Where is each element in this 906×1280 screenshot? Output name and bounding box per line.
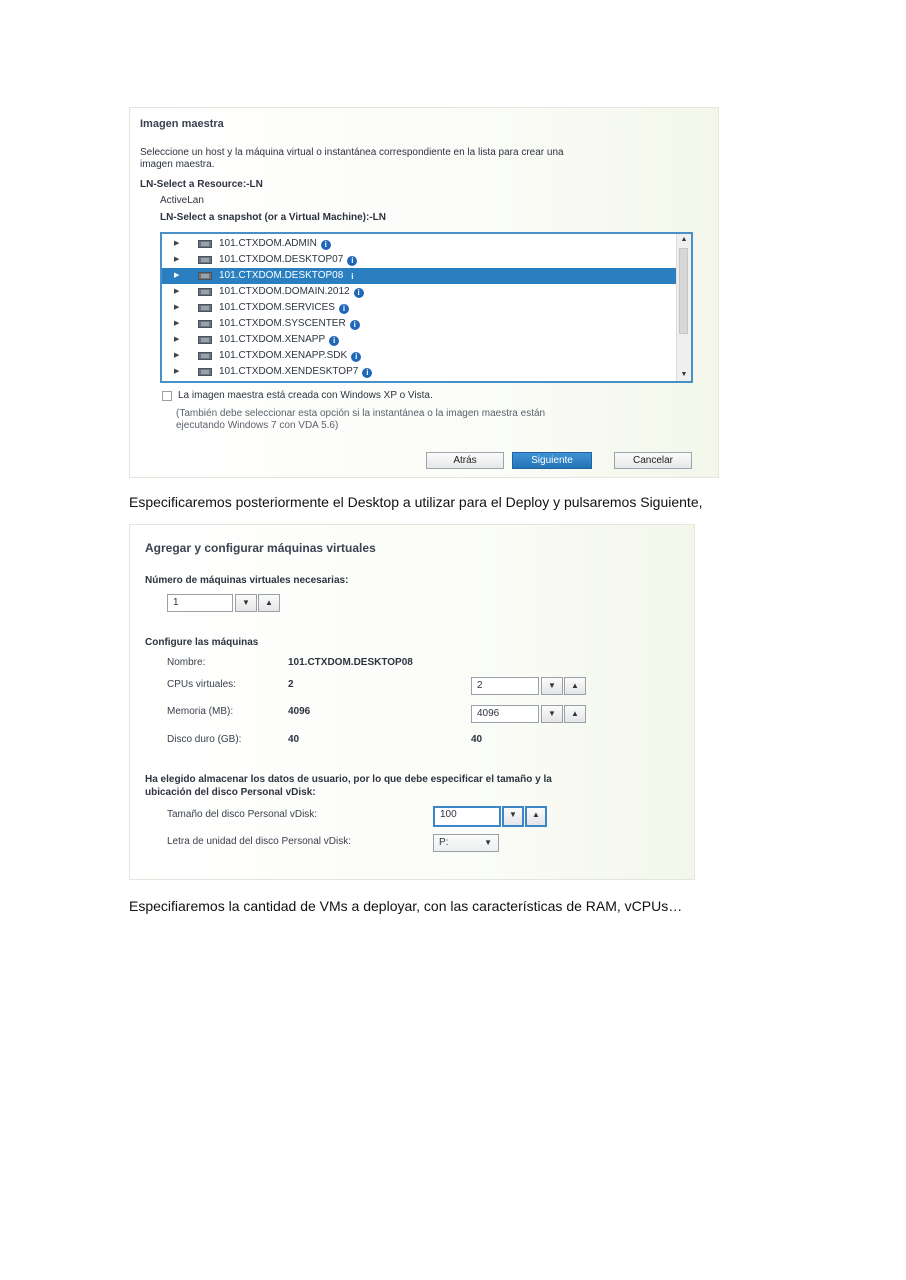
cpu-current-value: 2 — [288, 679, 294, 690]
virtual-machine-icon — [198, 288, 212, 296]
note-line-1: (También debe seleccionar esta opción si la instantánea o la imagen maestra están — [176, 408, 546, 419]
xp-vista-checkbox-label: La imagen maestra está creada con Windows XP o Vista. — [178, 390, 433, 401]
caption-1: Especificaremos posteriormente el Desktop a utilizar para el Deploy y pulsaremos Siguiente, — [129, 494, 703, 510]
vm-list-item[interactable] — [162, 332, 679, 348]
virtual-machine-icon — [198, 336, 212, 344]
master-image-dialog — [129, 107, 719, 478]
vm-name: 101.CTXDOM.ADMIN — [219, 238, 317, 249]
disk-current-value: 40 — [288, 734, 300, 745]
pvd-size-input[interactable]: 100 — [433, 806, 501, 827]
vm-list-item[interactable] — [162, 268, 679, 284]
disk-new-value: 40 — [471, 734, 483, 745]
vm-label-group — [219, 236, 331, 252]
caption-2: Especifiaremos la cantidad de VMs a deployar, con las características de RAM, vCPUs… — [129, 898, 683, 914]
vm-list-item[interactable] — [162, 300, 679, 316]
expand-arrow-icon[interactable]: ▶ — [174, 304, 180, 311]
resource-label: LN-Select a Resource:-LN — [140, 179, 263, 190]
expand-arrow-icon[interactable]: ▶ — [174, 240, 180, 247]
vm-count-decrement-icon[interactable]: ▼ — [235, 594, 257, 612]
virtual-machine-icon — [198, 368, 212, 376]
scroll-up-arrow-icon[interactable]: ▲ — [680, 236, 688, 243]
info-icon[interactable]: i — [321, 240, 331, 250]
memory-increment-icon[interactable]: ▲ — [564, 705, 586, 723]
vm-label-group — [219, 252, 357, 268]
cancel-button[interactable]: Cancelar — [614, 452, 692, 469]
info-icon[interactable]: i — [351, 272, 354, 281]
info-icon[interactable]: i — [347, 256, 357, 266]
vm-label-group — [219, 364, 372, 380]
memory-current-value: 4096 — [288, 706, 311, 717]
name-label: Nombre: — [167, 657, 206, 668]
pvd-note-line-2: ubicación del disco Personal vDisk: — [145, 787, 316, 798]
back-button[interactable]: Atrás — [426, 452, 504, 469]
pvd-size-decrement-icon[interactable]: ▼ — [502, 806, 524, 827]
pvd-letter-label: Letra de unidad del disco Personal vDisk: — [167, 836, 351, 847]
vm-name: 101.CTXDOM.SYSCENTER — [219, 318, 346, 329]
memory-label: Memoria (MB): — [167, 706, 234, 717]
vm-label-group — [219, 268, 357, 284]
info-icon[interactable]: i — [339, 304, 349, 314]
expand-arrow-icon[interactable]: ▶ — [174, 368, 180, 375]
vm-label-group — [219, 316, 360, 332]
vm-name: 101.CTXDOM.DESKTOP07 — [219, 254, 344, 265]
virtual-machine-icon — [198, 256, 212, 264]
dialog-title: Agregar y configurar máquinas virtuales — [145, 541, 376, 555]
cpu-label: CPUs virtuales: — [167, 679, 236, 690]
pvd-letter-select[interactable] — [433, 834, 499, 852]
vm-list-item[interactable] — [162, 236, 679, 252]
scroll-down-arrow-icon[interactable]: ▼ — [680, 371, 688, 378]
configure-heading: Configure las máquinas — [145, 637, 259, 648]
cpu-decrement-icon[interactable]: ▼ — [541, 677, 563, 695]
instruction-line-1: Seleccione un host y la máquina virtual o instantánea correspondiente en la lista para crear una — [140, 147, 564, 158]
vm-list-item[interactable] — [162, 284, 679, 300]
dialog-title: Imagen maestra — [140, 118, 224, 130]
vm-list-item[interactable] — [162, 348, 679, 364]
cpu-input[interactable]: 2 — [471, 677, 539, 695]
vm-list-item[interactable] — [162, 364, 679, 380]
expand-arrow-icon[interactable]: ▶ — [174, 352, 180, 359]
dropdown-caret-icon: ▼ — [484, 838, 492, 847]
vm-count-label: Número de máquinas virtuales necesarias: — [145, 575, 349, 586]
pvd-note-line-1: Ha elegido almacenar los datos de usuario, por lo que debe especificar el tamaño y la — [145, 774, 552, 785]
pvd-size-label: Tamaño del disco Personal vDisk: — [167, 809, 318, 820]
memory-input[interactable]: 4096 — [471, 705, 539, 723]
vm-label-group — [219, 348, 361, 364]
pvd-letter-value: P: — [439, 837, 449, 848]
vm-label-group — [219, 300, 349, 316]
expand-arrow-icon[interactable]: ▶ — [174, 272, 180, 279]
virtual-machine-icon — [198, 272, 212, 280]
configure-vms-dialog — [129, 524, 695, 880]
name-value: 101.CTXDOM.DESKTOP08 — [288, 657, 413, 668]
vm-name: 101.CTXDOM.XENAPP.SDK — [219, 350, 348, 361]
disk-label: Disco duro (GB): — [167, 734, 242, 745]
info-icon[interactable]: i — [350, 320, 360, 330]
vm-snapshot-list[interactable] — [160, 232, 693, 383]
expand-arrow-icon[interactable]: ▶ — [174, 320, 180, 327]
vm-name: 101.CTXDOM.XENDESKTOP7 — [219, 366, 359, 377]
expand-arrow-icon[interactable]: ▶ — [174, 288, 180, 295]
virtual-machine-icon — [198, 320, 212, 328]
expand-arrow-icon[interactable]: ▶ — [174, 256, 180, 263]
vm-name: 101.CTXDOM.XENAPP — [219, 334, 326, 345]
snapshot-label: LN-Select a snapshot (or a Virtual Machine):-LN — [160, 212, 386, 223]
xp-vista-checkbox[interactable] — [162, 391, 172, 401]
virtual-machine-icon — [198, 352, 212, 360]
info-icon[interactable]: i — [329, 336, 339, 346]
cpu-increment-icon[interactable]: ▲ — [564, 677, 586, 695]
info-icon[interactable]: i — [354, 288, 364, 298]
vm-label-group — [219, 284, 364, 300]
expand-arrow-icon[interactable]: ▶ — [174, 336, 180, 343]
next-button[interactable]: Siguiente — [512, 452, 592, 469]
instruction-line-2: imagen maestra. — [140, 159, 215, 170]
list-scrollbar[interactable] — [676, 234, 691, 381]
vm-name: 101.CTXDOM.SERVICES — [219, 302, 335, 313]
virtual-machine-icon — [198, 240, 212, 248]
vm-count-input[interactable]: 1 — [167, 594, 233, 612]
scroll-thumb[interactable] — [679, 248, 688, 334]
note-line-2: ejecutando Windows 7 con VDA 5.6) — [176, 420, 339, 431]
resource-value[interactable]: ActiveLan — [160, 195, 204, 206]
vm-label-group — [219, 332, 339, 348]
info-icon[interactable]: i — [351, 352, 361, 362]
vm-name: 101.CTXDOM.DOMAIN.2012 — [219, 286, 350, 297]
vm-list-item[interactable] — [162, 252, 679, 268]
pvd-size-increment-icon[interactable]: ▲ — [525, 806, 547, 827]
vm-name: 101.CTXDOM.DESKTOP08 — [219, 270, 344, 281]
memory-decrement-icon[interactable]: ▼ — [541, 705, 563, 723]
info-icon[interactable]: i — [362, 368, 372, 378]
vm-list-item[interactable] — [162, 316, 679, 332]
vm-count-increment-icon[interactable]: ▲ — [258, 594, 280, 612]
virtual-machine-icon — [198, 304, 212, 312]
